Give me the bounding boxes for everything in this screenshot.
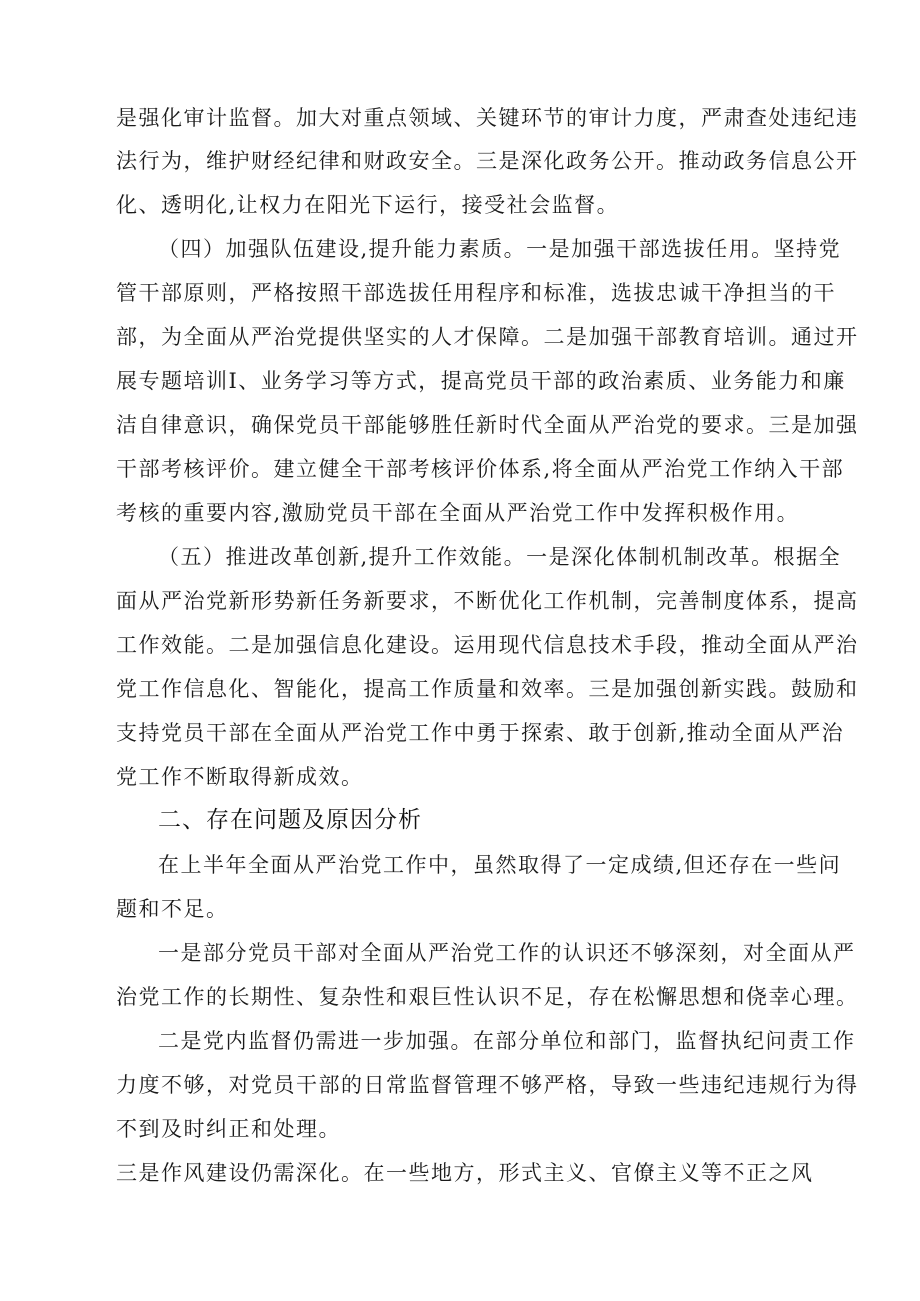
paragraph-start-line: 三是作风建设仍需深化。在一些地方，形式主义、官僚主义等不正之风 (116, 1161, 814, 1185)
paragraph-start-line: 一是部分党员干部对全面从严治党工作的认识还不够深刻，对全面从严 (158, 941, 856, 965)
text-line: 支持党员干部在全面从严治党工作中勇于探索、敢于创新,推动全面从严治 (116, 721, 845, 745)
text-line: 力度不够，对党员干部的日常监督管理不够严格，导致一些违纪违规行为得 (116, 1073, 859, 1097)
text-line: 不到及时纠正和处理。 (116, 1117, 341, 1141)
text-line: 是强化审计监督。加大对重点领域、关键环节的审计力度，严肃查处违纪违 (116, 106, 859, 130)
text-line: 法行为，维护财经纪律和财政安全。三是深化政务公开。推动政务信息公开 (116, 149, 859, 173)
text-line: 题和不足。 (116, 897, 229, 921)
text-line: 展专题培训I、业务学习等方式，提高党员干部的政治素质、业务能力和廉 (116, 369, 846, 393)
text-line: 党工作信息化、智能化，提高工作质量和效率。三是加强创新实践。鼓励和 (116, 677, 859, 701)
text-line: 党工作不断取得新成效。 (116, 765, 364, 789)
text-line: 面从严治党新形势新任务新要求，不断优化工作机制，完善制度体系，提高 (116, 589, 859, 613)
paragraph-start-line: （五）推进改革创新,提升工作效能。一是深化体制机制改革。根据全 (158, 545, 842, 569)
paragraph-start-line: 在上半年全面从严治党工作中，虽然取得了一定成绩,但还存在一些问 (158, 853, 842, 877)
text-line: 考核的重要内容,激励党员干部在全面从严治党工作中发挥积极作用。 (116, 501, 800, 525)
text-line: 管干部原则，严格按照干部选拔任用程序和标准，选拔忠诚干净担当的干 (116, 281, 836, 305)
paragraph-start-line: 二是党内监督仍需进一步加强。在部分单位和部门，监督执纪问责工作 (158, 1029, 856, 1053)
text-line: 化、透明化,让权力在阳光下运行，接受社会监督。 (116, 193, 620, 217)
text-line: 治党工作的长期性、复杂性和艰巨性认识不足，存在松懈思想和侥幸心理。 (116, 985, 859, 1009)
text-line: 干部考核评价。建立健全干部考核评价体系,将全面从严治党工作纳入干部 (116, 457, 845, 481)
section-heading: 二、存在问题及原因分析 (158, 807, 422, 833)
paragraph-start-line: （四）加强队伍建设,提升能力素质。一是加强干部选拔任用。坚持党 (158, 237, 842, 261)
text-line: 部，为全面从严治党提供坚实的人才保障。二是加强干部教育培训。通过开 (116, 325, 859, 349)
text-line: 洁自律意识，确保党员干部能够胜任新时代全面从严治党的要求。三是加强 (116, 413, 859, 437)
text-line: 工作效能。二是加强信息化建设。运用现代信息技术手段，推动全面从严治 (116, 633, 859, 657)
